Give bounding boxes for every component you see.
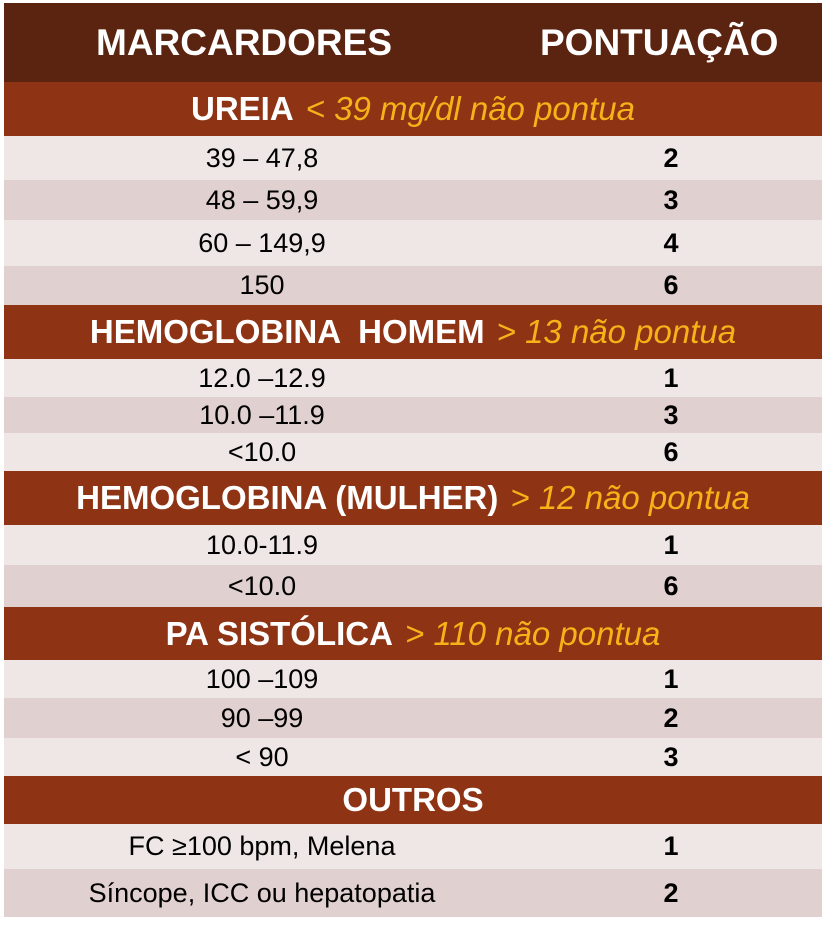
score-cell: 1 bbox=[663, 362, 679, 393]
score-cell: 3 bbox=[663, 741, 679, 772]
table-row bbox=[4, 824, 822, 869]
table-row bbox=[4, 525, 822, 565]
header-pontuacao: PONTUAÇÃO bbox=[540, 21, 779, 63]
table-row bbox=[4, 698, 822, 738]
score-cell: 6 bbox=[663, 270, 679, 300]
table-row bbox=[4, 136, 822, 180]
section-note: > 13 não pontua bbox=[496, 313, 737, 350]
table-row bbox=[4, 359, 822, 397]
range-cell: Síncope, ICC ou hepatopatia bbox=[88, 877, 436, 908]
score-cell: 6 bbox=[663, 570, 679, 601]
table-header bbox=[4, 3, 822, 82]
score-cell: 3 bbox=[663, 399, 679, 430]
table-row bbox=[4, 565, 822, 607]
range-cell: 48 – 59,9 bbox=[205, 184, 319, 215]
score-cell: 2 bbox=[663, 702, 679, 733]
score-cell: 6 bbox=[663, 436, 679, 467]
score-cell: 1 bbox=[663, 529, 679, 560]
range-cell: 150 bbox=[239, 270, 285, 300]
range-cell: 10.0 –11.9 bbox=[199, 399, 325, 430]
table-row bbox=[4, 433, 822, 471]
table-row bbox=[4, 738, 822, 776]
score-cell: 2 bbox=[663, 877, 679, 908]
range-cell: <10.0 bbox=[227, 570, 297, 601]
section-title: UREIA bbox=[190, 90, 294, 127]
score-cell: 2 bbox=[663, 142, 679, 173]
section-title: OUTROS bbox=[342, 781, 484, 818]
section-title: HEMOGLOBINA HOMEM bbox=[89, 313, 485, 350]
section-header-hemoglobina-mulher bbox=[4, 471, 822, 525]
table-row bbox=[4, 869, 822, 917]
table-row bbox=[4, 660, 822, 698]
table-row bbox=[4, 180, 822, 220]
score-cell: 1 bbox=[663, 831, 679, 861]
section-note: > 110 não pontua bbox=[404, 614, 661, 652]
table-row bbox=[4, 397, 822, 433]
table-row bbox=[4, 266, 822, 305]
range-cell: 39 – 47,8 bbox=[205, 142, 319, 173]
range-cell: < 90 bbox=[235, 741, 289, 772]
range-cell: 60 – 149,9 bbox=[198, 227, 326, 258]
score-table bbox=[4, 3, 822, 920]
section-header-ureia bbox=[4, 82, 822, 136]
section-header-hemoglobina-homem bbox=[4, 305, 822, 359]
range-cell: 100 –109 bbox=[205, 663, 319, 694]
range-cell: 10.0-11.9 bbox=[205, 529, 319, 560]
table-row bbox=[4, 220, 822, 266]
score-cell: 3 bbox=[663, 184, 679, 215]
range-cell: FC ≥100 bpm, Melena bbox=[128, 831, 396, 861]
score-cell: 1 bbox=[663, 663, 679, 694]
score-cell: 4 bbox=[663, 227, 679, 258]
range-cell: 12.0 –12.9 bbox=[198, 362, 326, 393]
range-cell: <10.0 bbox=[227, 436, 297, 467]
section-note: < 39 mg/dl não pontua bbox=[305, 90, 636, 127]
header-marcadores: MARCARDORES bbox=[96, 21, 392, 63]
section-title: PA SISTÓLICA bbox=[165, 614, 393, 652]
section-header-pa-sistolica bbox=[4, 607, 822, 660]
section-title: HEMOGLOBINA (MULHER) bbox=[76, 479, 499, 516]
range-cell: 90 –99 bbox=[220, 702, 304, 733]
section-note: > 12 não pontua bbox=[510, 479, 750, 516]
section-header-outros bbox=[4, 776, 822, 824]
